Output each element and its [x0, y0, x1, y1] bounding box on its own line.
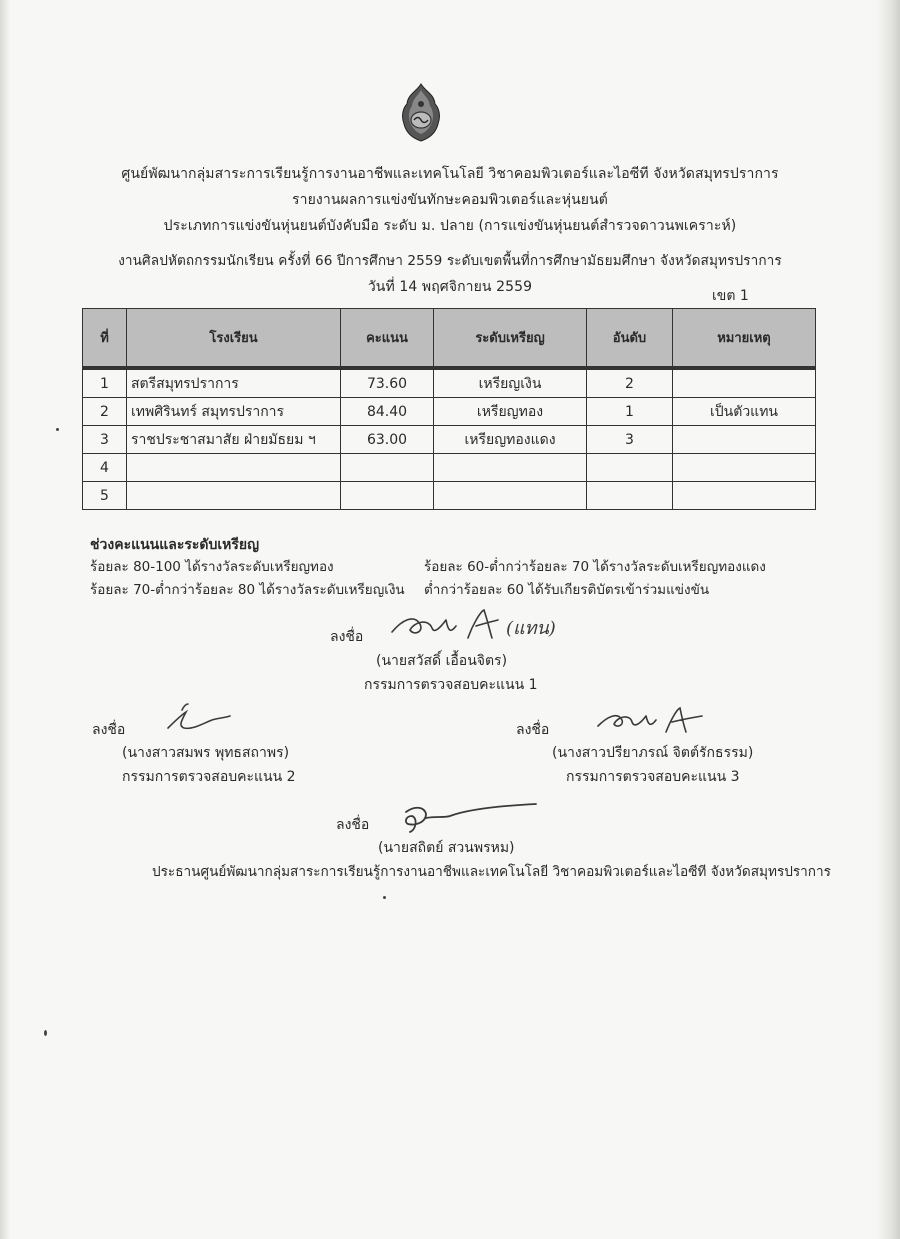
judge3-signature-icon: [592, 702, 712, 736]
judge1-sign-label: ลงชื่อ: [330, 629, 364, 645]
header-line-category: ประเภทการแข่งขันหุ่นยนต์บังคับมือ ระดับ ม. ปลาย (การแข่งขันหุ่นยนต์สำรวจดาวนพเคราะห์): [163, 218, 737, 234]
chair-signature-icon: [396, 796, 546, 836]
column-header-school: โรงเรียน: [127, 309, 341, 368]
cell-school: [127, 454, 341, 482]
table-row: [83, 454, 816, 482]
table-row: [83, 370, 816, 398]
column-header-score: คะแนน: [341, 309, 434, 368]
scan-edge-left: [0, 0, 10, 1239]
header-line-center: ศูนย์พัฒนากลุ่มสาระการเรียนรู้การงานอาชีพและเทคโนโลยี วิชาคอมพิวเตอร์และไอซีที จังหวัดสมุทรปราการ: [121, 166, 779, 182]
zone-label: เขต 1: [712, 288, 749, 304]
judge2-role: กรรมการตรวจสอบคะแนน 2: [122, 769, 296, 785]
criteria-title: ช่วงคะแนนและระดับเหรียญ: [90, 537, 260, 553]
column-header-medal: ระดับเหรียญ: [434, 309, 587, 368]
cell-no: 5: [83, 482, 127, 510]
cell-no: 3: [83, 426, 127, 454]
column-header-remark: หมายเหตุ: [673, 309, 816, 368]
cell-medal: เหรียญทอง: [434, 398, 587, 426]
cell-school: [127, 482, 341, 510]
cell-medal: [434, 454, 587, 482]
cell-rank: 2: [587, 370, 673, 398]
cell-medal: เหรียญทองแดง: [434, 426, 587, 454]
column-header-no: ที่: [83, 309, 127, 368]
cell-score: [341, 482, 434, 510]
cell-rank: 3: [587, 426, 673, 454]
judge2-name: (นางสาวสมพร พุทธสถาพร): [122, 745, 290, 761]
header-line-date: วันที่ 14 พฤศจิกายน 2559: [367, 279, 533, 295]
judge1-name: (นายสวัสดิ์ เอื้อนจิตร): [376, 653, 508, 669]
cell-remark: [673, 454, 816, 482]
results-table: [82, 308, 816, 510]
table-row: [83, 482, 816, 510]
judge3-name: (นางสาวปรียาภรณ์ จิตต์รักธรรม): [552, 745, 754, 761]
cell-medal: เหรียญเงิน: [434, 370, 587, 398]
scan-edge-right: [876, 0, 900, 1239]
column-header-rank: อันดับ: [587, 309, 673, 368]
table-row: [83, 398, 816, 426]
table-row: [83, 426, 816, 454]
judge1-role: กรรมการตรวจสอบคะแนน 1: [364, 677, 538, 693]
cell-score: 63.00: [341, 426, 434, 454]
cell-no: 4: [83, 454, 127, 482]
cell-remark: [673, 370, 816, 398]
chair-name: (นายสถิตย์ สวนพรหม): [378, 840, 515, 856]
judge2-sign-label: ลงชื่อ: [92, 722, 126, 738]
cell-no: 2: [83, 398, 127, 426]
criteria-gold: ร้อยละ 80-100 ได้รางวัลระดับเหรียญทอง: [90, 559, 334, 575]
table-header-row: [83, 309, 816, 368]
judge3-role: กรรมการตรวจสอบคะแนน 3: [566, 769, 740, 785]
judge1-handwritten-note: (แทน): [506, 618, 556, 639]
cell-rank: 1: [587, 398, 673, 426]
cell-score: [341, 454, 434, 482]
cell-school: สตรีสมุทรปราการ: [127, 370, 341, 398]
judge1-signature-icon: [384, 602, 584, 648]
chair-role: ประธานศูนย์พัฒนากลุ่มสาระการเรียนรู้การงานอาชีพและเทคโนโลยี วิชาคอมพิวเตอร์และไอซีที จังหวัดสมุทรปราการ: [152, 864, 831, 880]
cell-no: 1: [83, 370, 127, 398]
cell-remark: เป็นตัวแทน: [673, 398, 816, 426]
cell-rank: [587, 482, 673, 510]
cell-score: 84.40: [341, 398, 434, 426]
criteria-participation: ต่ำกว่าร้อยละ 60 ได้รับเกียรติบัตรเข้าร่วมแข่งขัน: [424, 582, 710, 598]
cell-score: 73.60: [341, 370, 434, 398]
cell-remark: [673, 426, 816, 454]
scan-speck: [44, 1030, 47, 1036]
criteria-silver: ร้อยละ 70-ต่ำกว่าร้อยละ 80 ได้รางวัลระดับเหรียญเงิน: [90, 582, 405, 598]
chair-sign-label: ลงชื่อ: [336, 817, 370, 833]
cell-medal: [434, 482, 587, 510]
cell-school: เทพศิรินทร์ สมุทรปราการ: [127, 398, 341, 426]
cell-remark: [673, 482, 816, 510]
cell-school: ราชประชาสมาสัย ฝ่ายมัธยม ฯ: [127, 426, 341, 454]
criteria-bronze: ร้อยละ 60-ต่ำกว่าร้อยละ 70 ได้รางวัลระดับเหรียญทองแดง: [424, 559, 766, 575]
header-line-event: งานศิลปหัตถกรรมนักเรียน ครั้งที่ 66 ปีการศึกษา 2559 ระดับเขตพื้นที่การศึกษามัธยมศึกษา จังหวัดสมุทรปราการ: [118, 253, 782, 269]
scan-speck: [56, 428, 59, 431]
header-line-report-title: รายงานผลการแข่งขันทักษะคอมพิวเตอร์และหุ่นยนต์: [292, 192, 608, 208]
judge2-signature-icon: [160, 700, 240, 734]
scan-speck: [383, 896, 386, 899]
ministry-emblem-icon: [398, 82, 444, 144]
cell-rank: [587, 454, 673, 482]
judge3-sign-label: ลงชื่อ: [516, 722, 550, 738]
